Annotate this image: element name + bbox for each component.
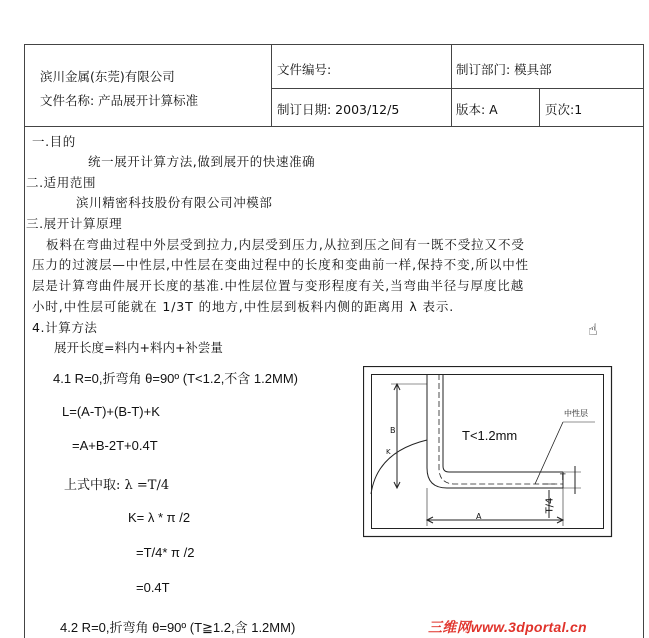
formula-k-sub: =T/4* π /2 bbox=[136, 545, 195, 560]
k-arc bbox=[371, 440, 427, 494]
neutral-leader bbox=[535, 422, 563, 484]
arc-k-label: K bbox=[386, 448, 391, 456]
formula-length: L=(A-T)+(B-T)+K bbox=[62, 404, 160, 419]
principle-line-2: 压力的过渡层—中性层,中性层在变曲过程中的长度和变曲前一样,保持不变,所以中性 bbox=[32, 257, 530, 272]
table-left-border bbox=[24, 44, 25, 638]
file-name: 文件名称: 产品展开计算标准 bbox=[40, 93, 199, 108]
header-divider-3 bbox=[539, 88, 540, 126]
company-name: 滨川金属(东莞)有限公司 bbox=[40, 69, 175, 84]
hand-cursor-icon: ☝ bbox=[588, 320, 598, 339]
scope-text: 滨川精密科技股份有限公司冲模部 bbox=[76, 195, 273, 210]
scope-title: 二.适用范围 bbox=[26, 175, 97, 190]
dim-t-label: T bbox=[560, 473, 566, 483]
table-top-border bbox=[24, 44, 644, 45]
header-divider-2 bbox=[451, 44, 452, 126]
bend-diagram bbox=[363, 366, 613, 538]
header-divider-1 bbox=[271, 44, 272, 126]
purpose-title: 一.目的 bbox=[32, 134, 76, 149]
dim-t4-label: T/4 bbox=[544, 497, 556, 514]
issue-date: 制订日期: 2003/12/5 bbox=[277, 102, 400, 117]
dim-b-label: B bbox=[390, 426, 396, 435]
neutral-layer-label: 中性层 bbox=[564, 409, 588, 418]
figure-frame-inner bbox=[372, 375, 604, 529]
dim-a-label: A bbox=[476, 512, 482, 521]
header-mid-line bbox=[271, 88, 644, 89]
principle-line-4: 小时,中性层可能就在 1/3T 的地方,中性层到板料内侧的距离用 λ 表示. bbox=[32, 299, 455, 314]
figure-frame-outer bbox=[364, 367, 612, 537]
header-bottom-border bbox=[24, 126, 644, 127]
table-right-border bbox=[643, 44, 644, 638]
version: 版本: A bbox=[456, 102, 498, 117]
principle-title: 三.展开计算原理 bbox=[26, 216, 123, 231]
method-text: 展开长度=料内+料内+补尝量 bbox=[54, 340, 223, 355]
principle-line-3: 层是计算弯曲件展开长度的基准.中性层位置与变形程度有关,当弯曲半径与厚度比越 bbox=[32, 278, 525, 293]
formula-simplified: =A+B-2T+0.4T bbox=[72, 438, 158, 453]
formula-lambda: 上式中取: λ =T/4 bbox=[64, 478, 170, 493]
method-title: 4.计算方法 bbox=[32, 320, 98, 335]
department: 制订部门: 模具部 bbox=[456, 62, 552, 77]
purpose-text: 统一展开计算方法,做到展开的快速准确 bbox=[88, 154, 316, 169]
sheet-inner-edge bbox=[443, 374, 563, 472]
watermark: 三维网www.3dportal.cn bbox=[428, 619, 587, 635]
formula-k: K= λ * π /2 bbox=[128, 510, 191, 525]
case-4-2: 4.2 R=0,折弯角 θ=90º (T≧1.2,含 1.2MM) bbox=[60, 620, 296, 635]
formula-k-value: =0.4T bbox=[136, 580, 170, 595]
thickness-label: T<1.2mm bbox=[462, 428, 518, 443]
case-4-1: 4.1 R=0,折弯角 θ=90º (T<1.2,不含 1.2MM) bbox=[53, 371, 298, 386]
file-number: 文件编号: bbox=[277, 62, 332, 77]
principle-line-1: 板料在弯曲过程中外层受到拉力,内层受到压力,从拉到压之间有一既不受拉又不受 bbox=[46, 237, 525, 252]
page-number: 页次:1 bbox=[545, 102, 583, 117]
